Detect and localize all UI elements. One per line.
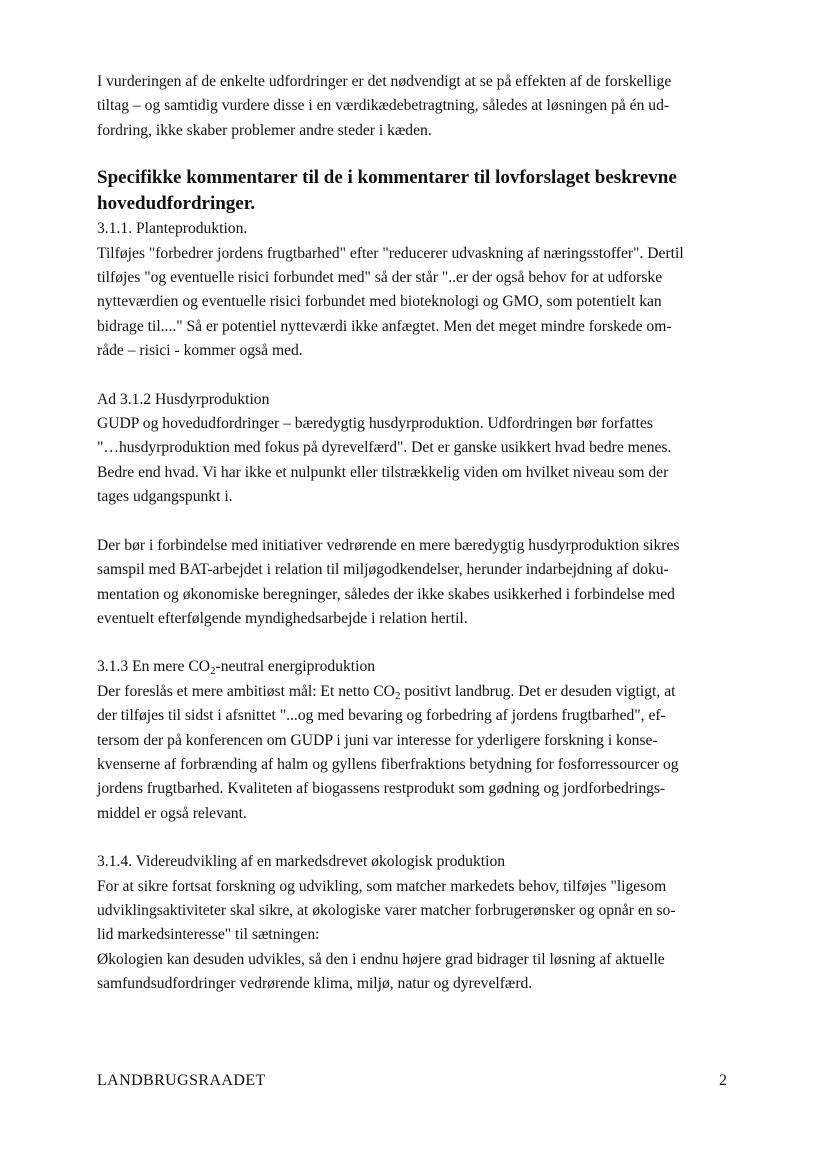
section-heading — [97, 165, 727, 216]
text-part: positivt landbrug. Det er desuden vigtigt, at — [400, 682, 676, 700]
text-line: nytteværdien og eventuelle risici forbundet med bioteknologi og GMO, som potentielt kan — [97, 293, 662, 311]
text-line: Der bør i forbindelse med initiativer vedrørende en mere bæredygtig husdyrproduktion sikres — [97, 536, 680, 554]
text-line: Økologien kan desuden udvikles, så den i endnu højere grad bidrager til løsning af aktuelle — [97, 950, 665, 968]
section-3-1-2-continued — [97, 534, 727, 632]
text-line: tages udgangspunkt i. — [97, 488, 233, 506]
subsection-title: Ad 3.1.2 Husdyrproduktion — [97, 390, 270, 408]
subsection-title: 3.1.4. Videreudvikling af en markedsdrevet økologisk produktion — [97, 853, 506, 871]
text-part: Der foreslås et mere ambitiøst mål: Et netto CO — [97, 682, 395, 700]
text-line: eventuelt efterfølgende myndighedsarbejde i relation hertil. — [97, 609, 468, 627]
text-line: jordens frugtbarhed. Kvaliteten af biogassens restprodukt som gødning og jordforbedrings- — [97, 780, 666, 798]
title-text: -neutral energiproduktion — [215, 658, 376, 676]
document-page — [97, 70, 727, 997]
text-line: I vurderingen af de enkelte udfordringer er det nødvendigt at se på effekten af de forskellige — [97, 73, 672, 90]
text-line: Bedre end hvad. Vi har ikke et nulpunkt eller tilstrækkelig viden om hvilket niveau som der — [97, 463, 669, 481]
text-line: udviklingsaktiviteter skal sikre, at økologiske varer matcher forbrugerønsker og opnår en so- — [97, 901, 676, 919]
title-text: 3.1.3 En mere CO — [97, 658, 211, 676]
intro-paragraph — [97, 70, 727, 143]
text-line: Tilføjes "forbedrer jordens frugtbarhed" efter "reducerer udvaskning af næringsstoffer". Dertil — [97, 244, 684, 262]
text-line: kvenserne af forbrænding af halm og gyllens fiberfraktions betydning for fosforressourcer og — [97, 755, 679, 773]
heading-line: hovedudfordringer. — [97, 192, 256, 214]
text-line: tiltag – og samtidig vurdere disse i en værdikædebetragtning, således at løsningen på én ud- — [97, 97, 670, 115]
subsection-title: 3.1.1. Planteproduktion. — [97, 220, 248, 238]
footer-organization: LANDBRUGSRAADET — [97, 1072, 266, 1089]
text-line: samspil med BAT-arbejdet i relation til miljøgodkendelser, herunder indarbejdning af doku- — [97, 561, 669, 579]
section-3-1-4 — [97, 850, 727, 996]
section-3-1-1 — [97, 217, 727, 363]
text-line: råde – risici - kommer også med. — [97, 342, 303, 360]
text-line: For at sikre fortsat forskning og udvikling, som matcher markedets behov, tilføjes "ligesom — [97, 877, 667, 895]
text-line: der tilføjes til sidst i afsnittet "...og med bevaring og forbedring af jordens frugtbarhed", ef- — [97, 707, 666, 725]
subscript: 2 — [394, 689, 401, 702]
text-line: lid markedsinteresse" til sætningen: — [97, 926, 320, 944]
text-line: GUDP og hovedudfordringer – bæredygtig husdyrproduktion. Udfordringen bør forfattes — [97, 415, 653, 433]
text-line: mentation og økonomiske beregninger, således der ikke skabes usikkerhed i forbindelse med — [97, 585, 675, 603]
text-line: fordring, ikke skaber problemer andre steder i kæden. — [97, 121, 432, 139]
text-line: tersom der på konferencen om GUDP i juni var interesse for yderligere forskning i konse- — [97, 731, 658, 749]
heading-line: Specifikke kommentarer til de i kommentarer til lovforslaget beskrevne — [97, 167, 677, 189]
section-3-1-3 — [97, 655, 727, 826]
text-line: middel er også relevant. — [97, 804, 247, 822]
text-line: "…husdyrproduktion med fokus på dyrevelfærd". Det er ganske usikkert hvad bedre menes. — [97, 439, 672, 457]
page-number: 2 — [719, 1072, 727, 1089]
text-line: bidrage til...." Så er potentiel nytteværdi ikke anfægtet. Men det meget mindre forskede om- — [97, 317, 672, 335]
subscript: 2 — [210, 665, 216, 678]
text-line: samfundsudfordringer vedrørende klima, miljø, natur og dyrevelfærd. — [97, 975, 533, 993]
text-line: tilføjes "og eventuelle risici forbundet med" så der står "..er der også behov for at udforske — [97, 269, 663, 287]
subsection-title — [97, 655, 727, 679]
text-line — [97, 680, 727, 704]
section-3-1-2 — [97, 388, 727, 510]
